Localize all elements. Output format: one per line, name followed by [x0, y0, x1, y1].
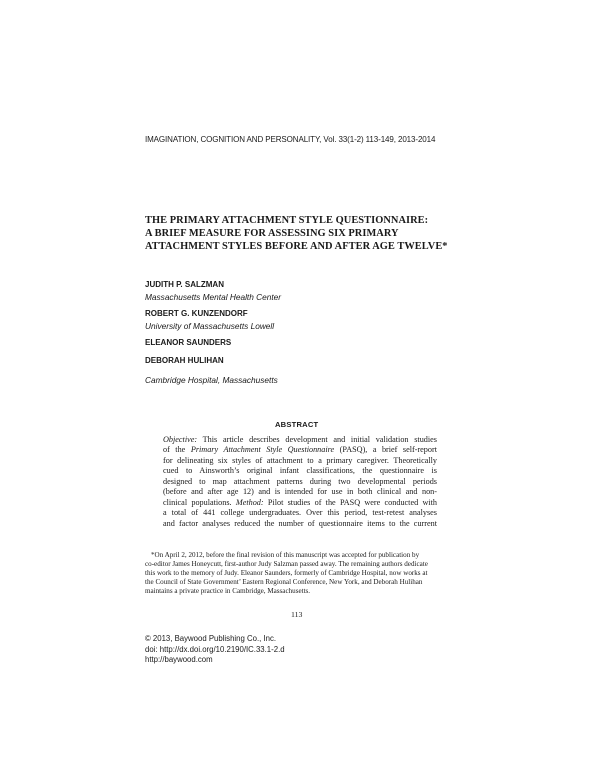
abstract-line [163, 445, 437, 455]
abstract-label-objective: Objective: [163, 435, 198, 444]
doi-link[interactable]: doi: http://dx.doi.org/10.2190/IC.33.1-2.d [145, 644, 285, 654]
footnote-line: *On April 2, 2012, before the final revision of this manuscript was accepted for publication by [151, 551, 420, 559]
author-name: JUDITH P. SALZMAN [145, 280, 224, 289]
footnote-line: the Council of State Government’ Eastern Regional Conference, New York, and Deborah Hulihan [145, 578, 423, 587]
author-name: ELEANOR SAUNDERS [145, 338, 232, 347]
abstract-text: clinical populations. [163, 497, 236, 507]
footnote-line: this work to the memory of Judy. Eleanor Saunders, formerly of Cambridge Hospital, now works at [145, 569, 428, 578]
abstract-questionnaire-name: Primary Attachment Style Questionnaire [190, 445, 335, 455]
abstract-line [163, 435, 437, 445]
abstract-line: cued to Ainsworth’s original infant classifications, the questionnaire is [163, 466, 437, 476]
copyright-line: © 2013, Baywood Publishing Co., Inc. [145, 634, 277, 643]
footnote-line: co-editor James Honeycutt, first-author Judy Salzman passed away. The remaining authors dedicate [145, 560, 428, 569]
page-number: 113 [291, 610, 303, 619]
abstract-line: (before and after age 12) and is intended for use in both clinical and non- [163, 487, 437, 497]
abstract-text: This article describes development and initial validation studies [197, 435, 437, 444]
abstract-text: of the [163, 445, 191, 455]
abstract-heading: ABSTRACT [275, 420, 319, 429]
footnote [145, 551, 456, 596]
author-affiliation: Massachusetts Mental Health Center [145, 292, 282, 302]
title-line: A BRIEF MEASURE FOR ASSESSING SIX PRIMARY [145, 228, 399, 239]
publisher-link[interactable]: http://baywood.com [145, 655, 213, 665]
copyright-block [145, 634, 285, 666]
title-line: THE PRIMARY ATTACHMENT STYLE QUESTIONNAIRE: [145, 215, 429, 226]
abstract-line: a total of 441 college undergraduates. Over this period, test-retest analyses [163, 508, 437, 518]
abstract-body [163, 435, 437, 529]
footnote-line: maintains a private practice in Cambridge, Massachusetts. [145, 587, 311, 596]
abstract-line: for delineating six styles of attachment to a primary caregiver. Theoretically [163, 455, 437, 465]
author-name: ROBERT G. KUNZENDORF [145, 309, 248, 318]
abstract-label-method: Method: [235, 497, 264, 507]
article-title [145, 214, 448, 253]
journal-header: IMAGINATION, COGNITION AND PERSONALITY, Vol. 33(1-2) 113-149, 2013-2014 [145, 135, 436, 144]
abstract-text: (PASQ), a brief self-report [334, 445, 437, 455]
author-affiliation: Cambridge Hospital, Massachusetts [145, 375, 278, 385]
abstract-line [163, 498, 437, 508]
author-affiliation: University of Massachusetts Lowell [145, 321, 275, 331]
abstract-line: designed to map attachment patterns during two developmental periods [163, 476, 437, 486]
abstract-line: and factor analyses reduced the number of questionnaire items to the current [163, 518, 437, 528]
title-line: ATTACHMENT STYLES BEFORE AND AFTER AGE TWELVE* [145, 241, 448, 252]
author-name: DEBORAH HULIHAN [145, 356, 224, 365]
abstract-text: Pilot studies of the PASQ were conducted with [263, 497, 438, 507]
